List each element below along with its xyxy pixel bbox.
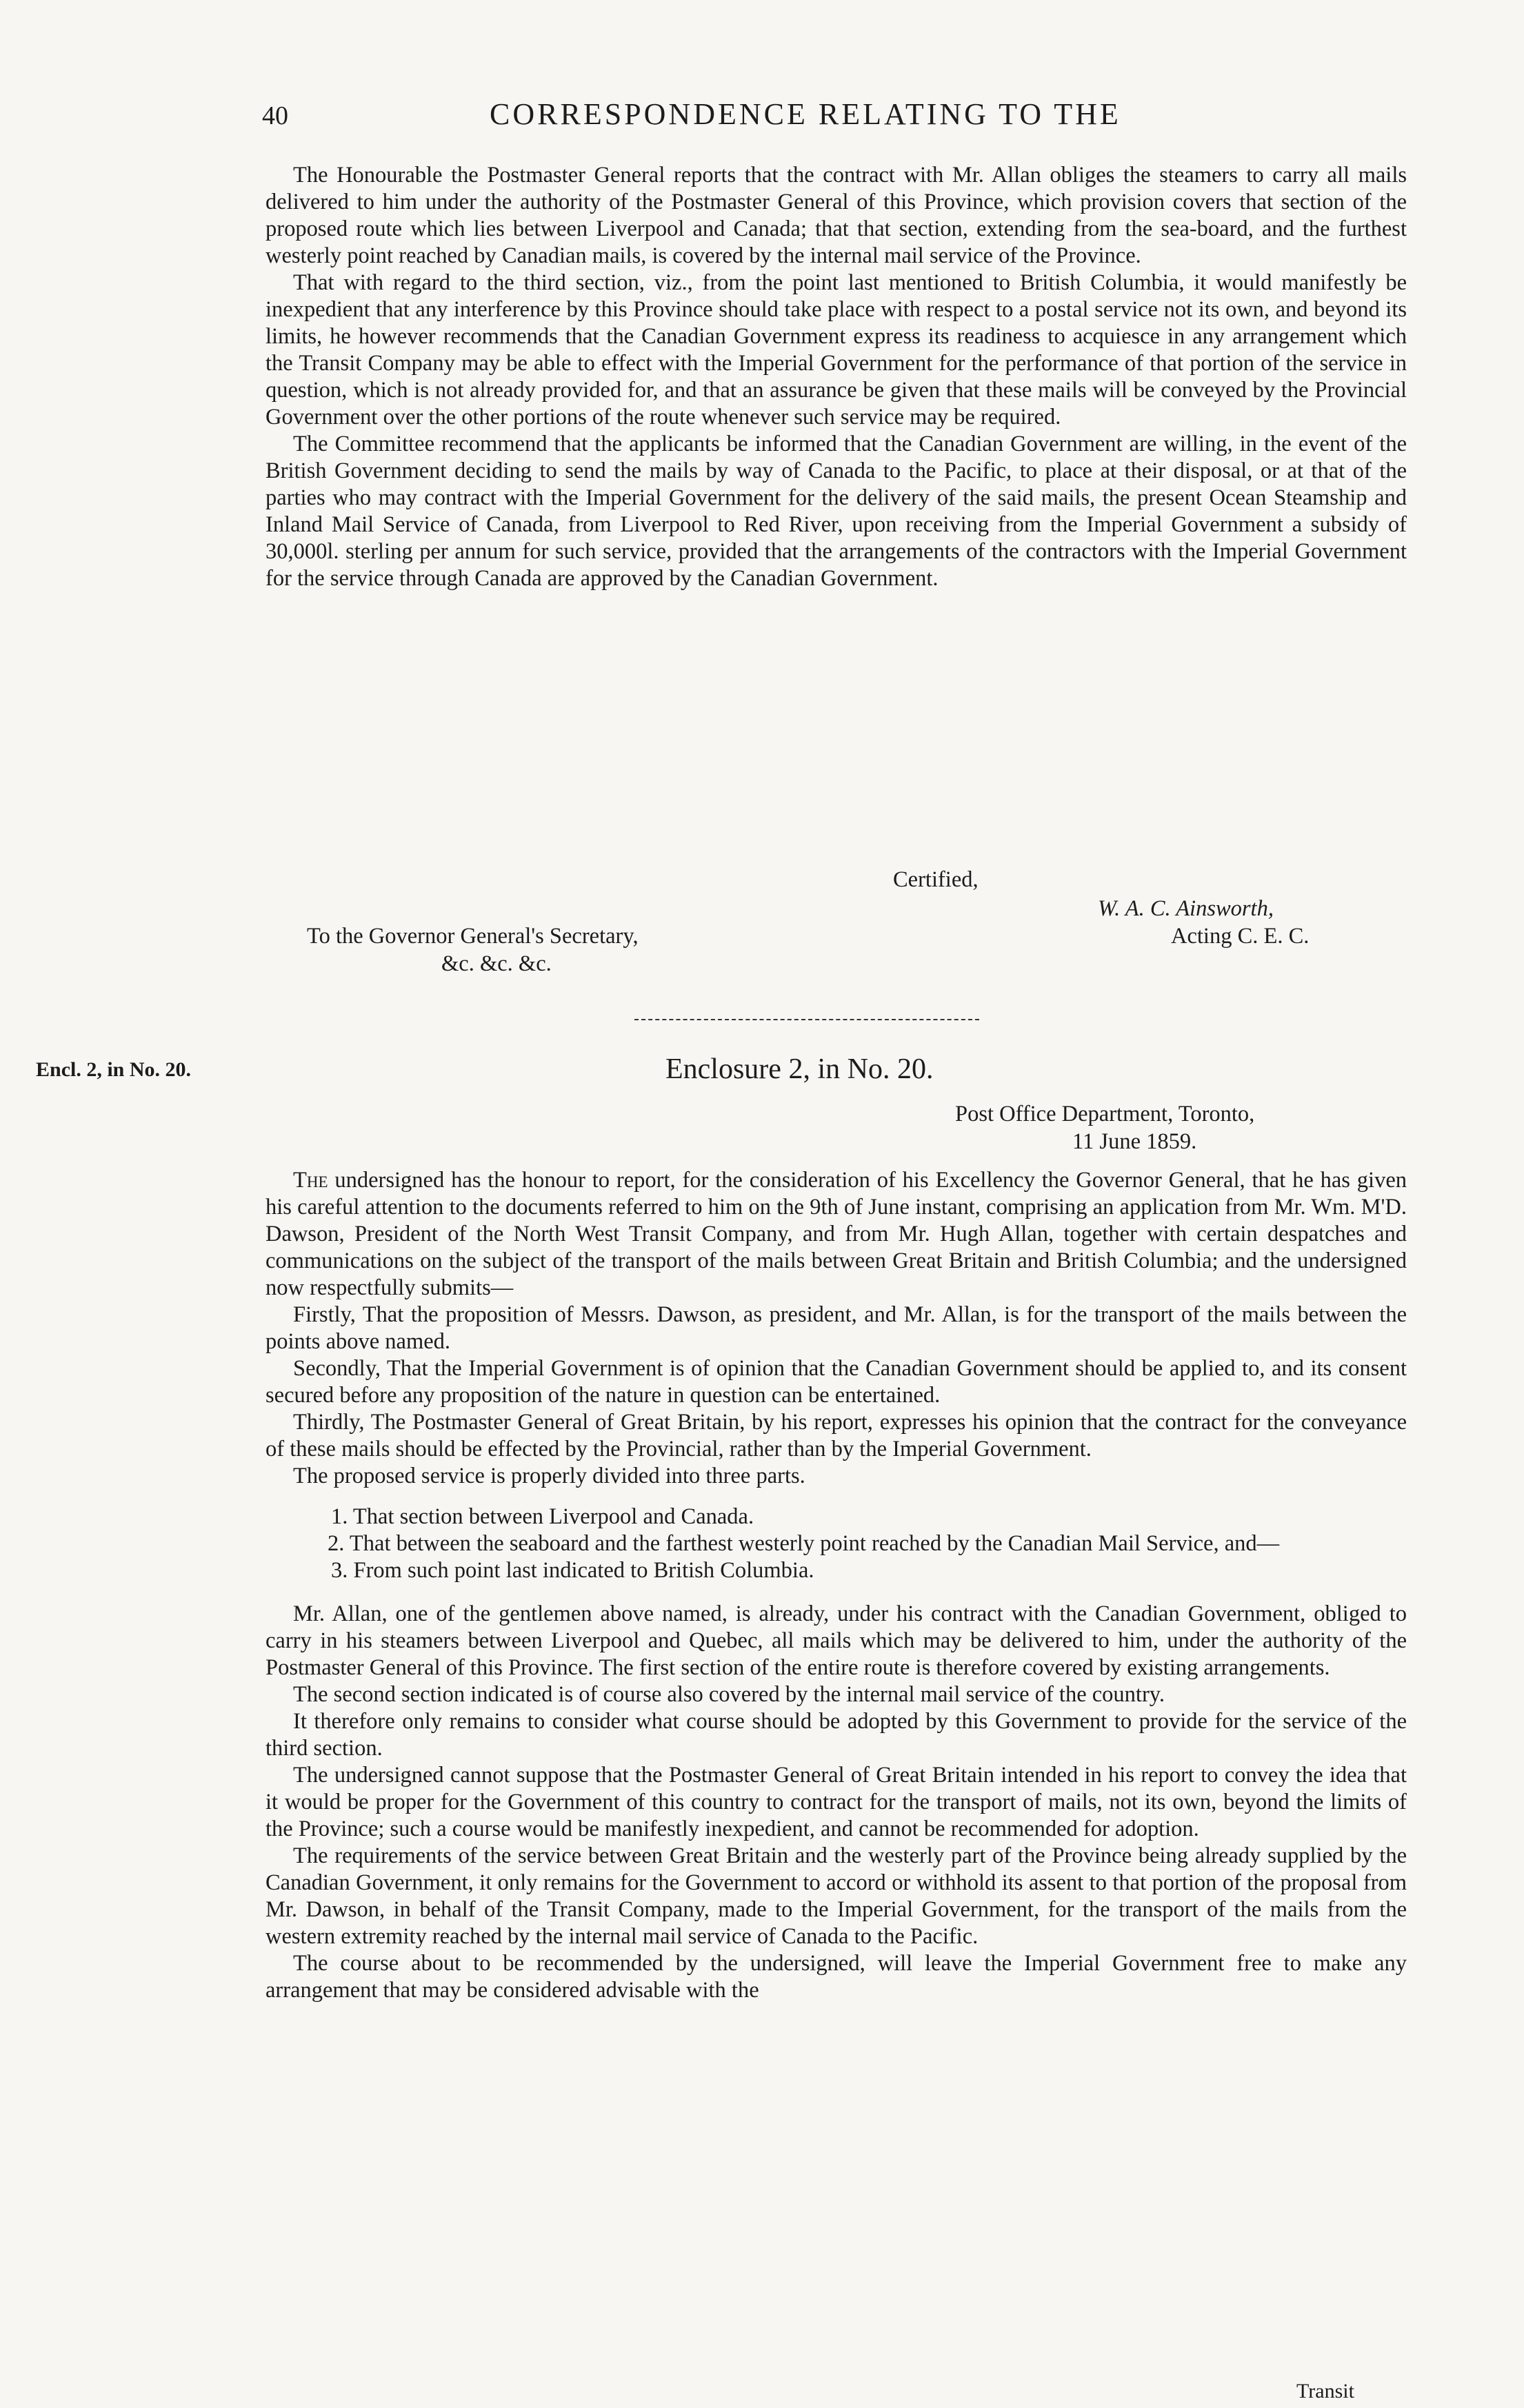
paragraph: The proposed service is properly divided into three parts.: [293, 1464, 805, 1488]
paragraph: Thirdly, The Postmaster General of Great Britain, by his report, expresses his opinion that the contract for the conveyance of these mails should be effected by the Provincial, rather than by the Imperial Government.: [265, 1410, 1407, 1461]
opening-word: The: [293, 1168, 328, 1193]
certified-label: Certified,: [893, 867, 979, 892]
list-item: 3. From such point last indicated to British Columbia.: [331, 1558, 814, 1583]
opening-paragraph: [265, 1167, 1407, 1302]
paragraph: It therefore only remains to consider what course should be adopted by this Government to provide for the service of the third section.: [265, 1709, 1407, 1761]
addressee-line: To the Governor General's Secretary,: [307, 924, 639, 949]
paragraph: Mr. Allan, one of the gentlemen above named, is already, under his contract with the Canadian Government, obliged to carry in his steamers between Liverpool and Quebec, all mails which may be delivered to him, under the authority of the Postmaster General of this Province. The first section of the entire route is therefore covered by existing arrangements.: [265, 1601, 1407, 1680]
opening-text: undersigned has the honour to report, for the consideration of his Excellency the Governor General, that he has given his careful attention to the documents referred to him on the 9th of June instant, comprising an application from Mr. Wm. M'D. Dawson, President of the North West Transit Company, and from Mr. Hugh Allan, together with certain despatches and communications on the subject of the transport of the mails between Great Britain and British Columbia; and the undersigned now respectfully submits—: [265, 1168, 1407, 1300]
paragraph: The requirements of the service between Great Britain and the westerly part of the Province being already supplied by the Canadian Government, it only remains for the Government to accord or withhold its assent to that portion of the proposal from Mr. Dawson, in behalf of the Transit Company, made to the Imperial Government, for the transport of the mails from the western extremity reached by the internal mail service of Canada to the Pacific.: [265, 1843, 1407, 1949]
enclosure-title: Enclosure 2, in No. 20.: [665, 1053, 934, 1085]
paragraph: The second section indicated is of course also covered by the internal mail service of the country.: [293, 1682, 1165, 1707]
section-separator: [634, 1019, 979, 1020]
list-item: 2. That between the seaboard and the farthest westerly point reached by the Canadian Mail Service, and—: [328, 1531, 1280, 1556]
margin-note: Encl. 2, in No. 20.: [36, 1058, 192, 1081]
dateline-place: Post Office Department, Toronto,: [955, 1102, 1255, 1126]
enclosure-body: [265, 1167, 1407, 2004]
addressee-etc: &c. &c. &c.: [441, 951, 552, 976]
paragraph: Firstly, That the proposition of Messrs. Dawson, as president, and Mr. Allan, is for the transport of the mails between the points above named.: [265, 1302, 1407, 1354]
paragraph: The Honourable the Postmaster General reports that the contract with Mr. Allan obliges the steamers to carry all mails delivered to him under the authority of the Postmaster General of this Province, which provision covers that section of the proposed route which lies between Liverpool and Canada; that that section, extending from the sea-board, and the furthest westerly point reached by Canadian mails, is covered by the internal mail service of the Province.: [265, 163, 1407, 268]
dateline-date: 11 June 1859.: [1072, 1129, 1197, 1154]
catchword: Transit: [1296, 2380, 1354, 2402]
paragraph: The undersigned cannot suppose that the Postmaster General of Great Britain intended in his report to convey the idea that it would be proper for the Government of this country to contract for the transport of mails, not its own, beyond the limits of the Province; such a course would be manifestly inexpedient, and cannot be recommended for adoption.: [265, 1763, 1407, 1841]
running-title: CORRESPONDENCE RELATING TO THE: [490, 97, 1121, 131]
page-number: 40: [262, 101, 288, 130]
list-item: 1. That section between Liverpool and Canada.: [331, 1504, 754, 1529]
signature-title: Acting C. E. C.: [1171, 924, 1310, 949]
paragraph: That with regard to the third section, viz., from the point last mentioned to British Columbia, it would manifestly be inexpedient that any interference by this Province should take place with respect to a postal service not its own, and beyond its limits, he however recommends that the Canadian Government express its readiness to acquiesce in any arrangement which the Transit Company may be able to effect with the Imperial Government for the performance of that portion of the service in question, which is not already provided for, and that an assurance be given that these mails will be conveyed by the Provincial Government over the other portions of the route whenever such service may be required.: [265, 270, 1407, 429]
page-header: [262, 97, 1407, 145]
signature-name: W. A. C. Ainsworth,: [1098, 896, 1274, 921]
paragraph: The Committee recommend that the applicants be informed that the Canadian Government are willing, in the event of the British Government deciding to send the mails by way of Canada to the Pacific, to place at their disposal, or at that of the parties who may contract with the Imperial Government for the delivery of the said mails, the present Ocean Steamship and Inland Mail Service of Canada, from Liverpool to Red River, upon receiving from the Imperial Government a subsidy of 30,000l. sterling per annum for such service, provided that the arrangements of the contractors with the Imperial Government for the service through Canada are approved by the Canadian Government.: [265, 432, 1407, 591]
paragraph: Secondly, That the Imperial Government is of opinion that the Canadian Government should be applied to, and its consent secured before any proposition of the nature in question can be entertained.: [265, 1356, 1407, 1408]
committee-report-section: [265, 162, 1407, 592]
paragraph: The course about to be recommended by the undersigned, will leave the Imperial Government free to make any arrangement that may be considered advisable with the: [265, 1951, 1407, 2003]
